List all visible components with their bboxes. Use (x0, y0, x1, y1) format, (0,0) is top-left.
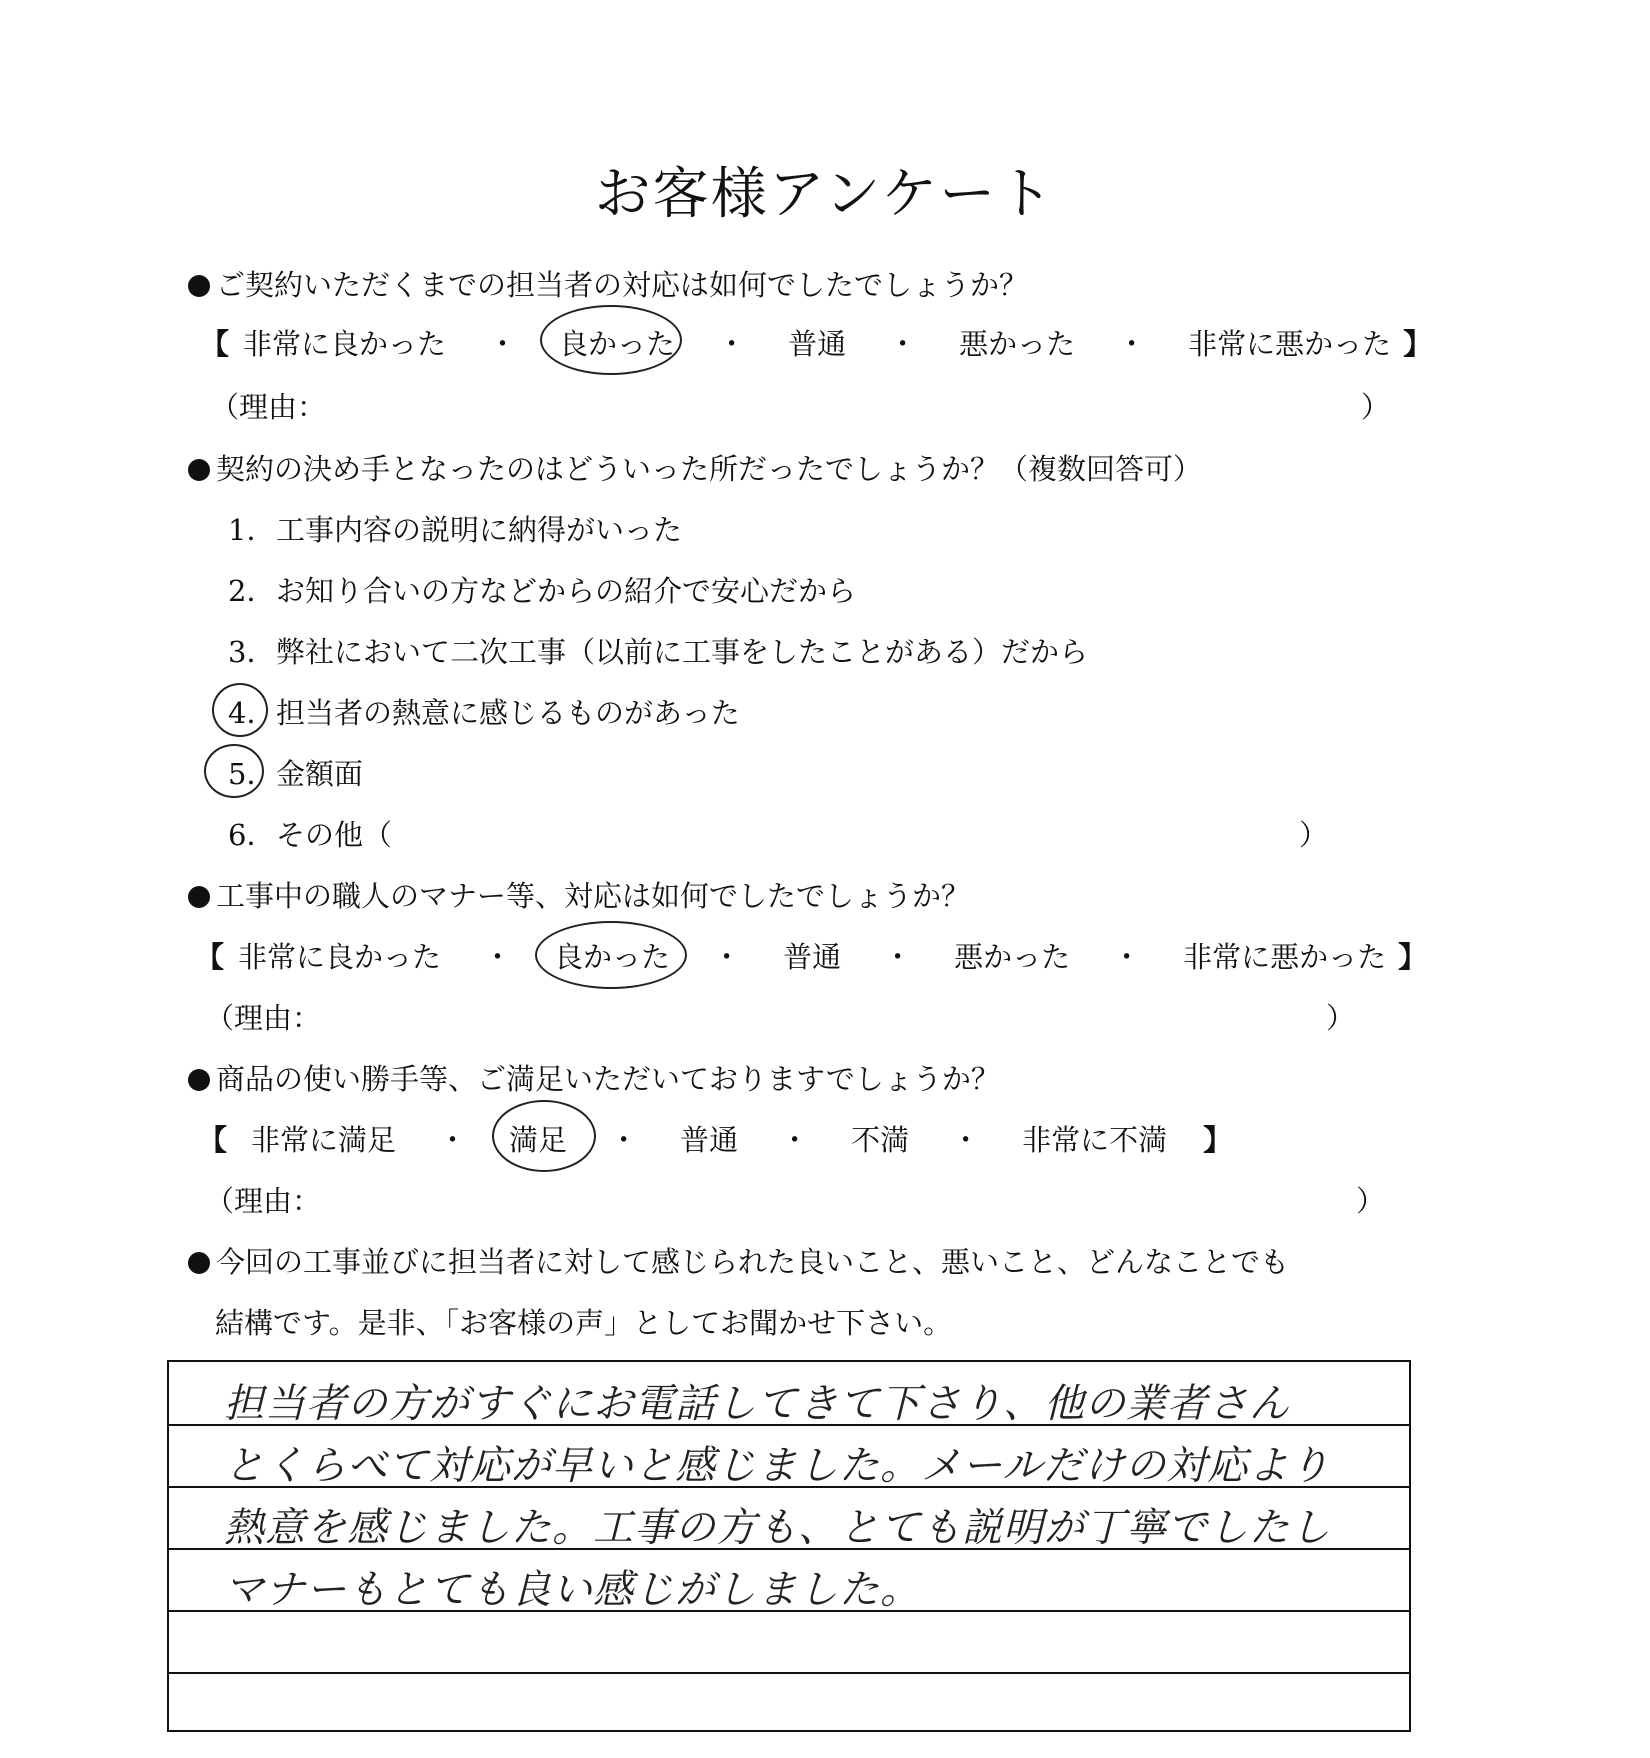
comment-box[interactable] (167, 1360, 1411, 1732)
q1-option-2[interactable]: 良かった (559, 327, 676, 361)
q3-option-2[interactable]: 良かった (554, 940, 671, 974)
question-1: ご契約いただくまでの担当者の対応は如何でしたでしょうか？ (188, 263, 1028, 304)
q1-reason[interactable]: （理由： ） (210, 390, 1390, 424)
ruled-line (169, 1672, 1409, 1674)
q2-item-4[interactable]: 4．担当者の熱意に感じるものがあった (228, 696, 740, 730)
q4-option-3[interactable]: 普通 (680, 1123, 739, 1157)
q3-option-5[interactable]: 非常に悪かった (1183, 940, 1387, 974)
page-title: お客様アンケート (594, 162, 1056, 227)
q1-option-3[interactable]: 普通 (788, 327, 847, 361)
q4-option-5[interactable]: 非常に不満 (1022, 1123, 1168, 1157)
q4-option-2[interactable]: 満足 (509, 1123, 568, 1157)
q4-options: 【 非常に満足 ・ 満足 ・ 普通 ・ 不満 ・ 非常に不満 】 (198, 1118, 1232, 1159)
answer-line-3: 熱意を感じました。工事の方も、とても説明が丁寧でしたし (224, 1505, 1331, 1551)
q4-reason[interactable]: （理由： ） (205, 1184, 1385, 1218)
question-3: 工事中の職人のマナー等、対応は如何でしたでしょうか？ (188, 874, 970, 915)
q2-item-2[interactable]: 2．お知り合いの方などからの紹介で安心だから (228, 574, 857, 608)
bullet-icon (188, 275, 210, 297)
q2-item-1[interactable]: 1．工事内容の説明に納得がいった (228, 513, 683, 547)
q4-option-4[interactable]: 不満 (851, 1123, 910, 1157)
q1-option-5[interactable]: 非常に悪かった (1188, 327, 1392, 361)
bullet-icon (188, 459, 210, 481)
answer-line-2: とくらべて対応が早いと感じました。メールだけの対応より (224, 1443, 1331, 1489)
answer-line-4: マナーもとても良い感じがしました。 (224, 1567, 921, 1613)
q1-options: 【 非常に良かった ・ 良かった ・ 普通 ・ 悪かった ・ 非常に悪かった 】 (200, 322, 1432, 363)
bullet-icon (188, 1252, 210, 1274)
answer-line-1: 担当者の方がすぐにお電話してきて下さり、他の業者さん (224, 1381, 1290, 1427)
question-2: 契約の決め手となったのはどういった所だったでしょうか？（複数回答可） (188, 447, 1202, 488)
q3-option-4[interactable]: 悪かった (954, 940, 1071, 974)
question-5-line-2: 結構です。是非、「お客様の声」としてお聞かせ下さい。 (215, 1306, 953, 1340)
q3-option-1[interactable]: 非常に良かった (238, 940, 442, 974)
q1-option-1[interactable]: 非常に良かった (243, 327, 447, 361)
question-4: 商品の使い勝手等、ご満足いただいておりますでしょうか？ (188, 1057, 1000, 1098)
bullet-icon (188, 1069, 210, 1091)
q1-option-4[interactable]: 悪かった (959, 327, 1076, 361)
q4-option-1[interactable]: 非常に満足 (251, 1123, 397, 1157)
bullet-icon (188, 886, 210, 908)
q2-item-6[interactable]: 6．その他（ ） (228, 818, 1328, 852)
q2-item-5[interactable]: 5．金額面 (228, 757, 364, 791)
q3-options: 【 非常に良かった ・ 良かった ・ 普通 ・ 悪かった ・ 非常に悪かった 】 (195, 935, 1427, 976)
q2-item-3[interactable]: 3．弊社において二次工事（以前に工事をしたことがある）だから (228, 635, 1089, 669)
q3-reason[interactable]: （理由： ） (205, 1001, 1355, 1035)
question-5: 今回の工事並びに担当者に対して感じられた良いこと、悪いこと、どんなことでも (188, 1240, 1289, 1281)
q3-option-3[interactable]: 普通 (783, 940, 842, 974)
